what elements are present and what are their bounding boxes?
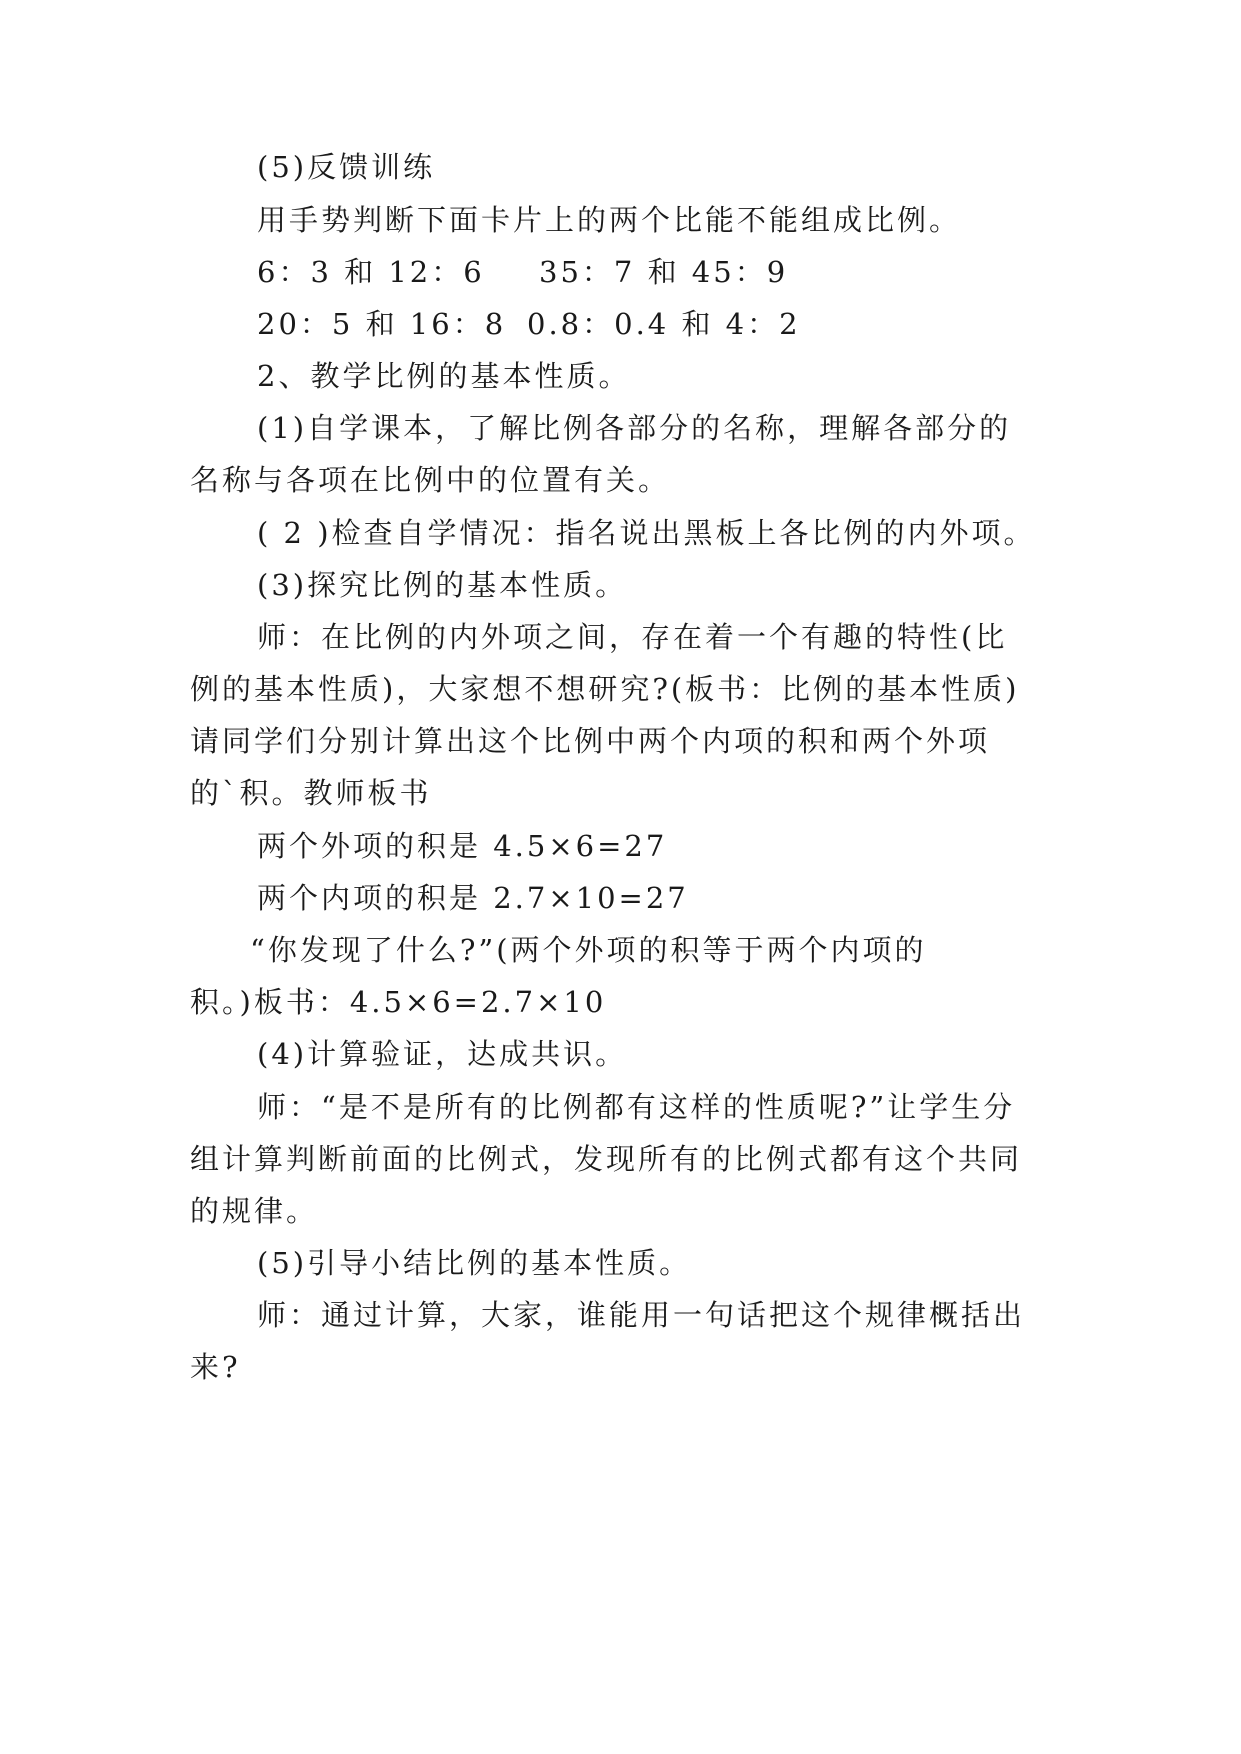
paragraph-self-study-cont: 名称与各项在比例中的位置有关。 <box>190 463 671 497</box>
paragraph-teacher-3: 师：通过计算，大家，谁能用一句话把这个规律概括出 <box>257 1298 1026 1332</box>
paragraph-summary: (5)引导小结比例的基本性质。 <box>257 1246 692 1280</box>
paragraph-teacher-1-cont-3: 的`积。教师板书 <box>190 776 432 810</box>
paragraph-teacher-2-cont-1: 组计算判断前面的比例式，发现所有的比例式都有这个共同 <box>190 1142 1023 1176</box>
paragraph-discovery: “你发现了什么?”(两个外项的积等于两个内项的 <box>250 933 927 967</box>
paragraph-verify: (4)计算验证，达成共识。 <box>257 1037 628 1071</box>
paragraph-check: ( 2 )检查自学情况：指名说出黑板上各比例的内外项。 <box>257 516 1036 550</box>
paragraph-self-study: (1)自学课本，了解比例各部分的名称，理解各部分的 <box>257 411 1012 445</box>
section-heading-2: 2、教学比例的基本性质。 <box>257 359 631 393</box>
paragraph-feedback-heading: (5)反馈训练 <box>257 150 436 184</box>
ratio-card-1: 6：3 和 12：6 <box>257 255 485 289</box>
ratio-card-3: 20：5 和 16：8 <box>257 307 507 341</box>
paragraph-teacher-1: 师：在比例的内外项之间，存在着一个有趣的特性(比 <box>257 620 1008 654</box>
formula-inner-product: 两个内项的积是 2.7×10=27 <box>257 881 689 915</box>
paragraph-teacher-2-cont-2: 的规律。 <box>190 1194 319 1228</box>
paragraph-discovery-cont: 积。)板书：4.5×6=2.7×10 <box>190 985 607 1019</box>
ratio-card-row-2 <box>257 304 801 344</box>
paragraph-explore: (3)探究比例的基本性质。 <box>257 568 628 602</box>
paragraph-gesture-instruction: 用手势判断下面卡片上的两个比能不能组成比例。 <box>257 203 962 237</box>
paragraph-teacher-3-cont: 来? <box>190 1350 241 1384</box>
formula-outer-product: 两个外项的积是 4.5×6=27 <box>257 829 668 863</box>
paragraph-teacher-1-cont-1: 例的基本性质)，大家想不想研究?(板书：比例的基本性质) <box>190 672 1020 706</box>
ratio-card-row-1 <box>257 252 789 292</box>
paragraph-teacher-2: 师：“是不是所有的比例都有这样的性质呢?”让学生分 <box>257 1090 1016 1124</box>
ratio-card-2: 35：7 和 45：9 <box>539 255 789 289</box>
ratio-card-4: 0.8：0.4 和 4：2 <box>527 307 801 341</box>
paragraph-teacher-1-cont-2: 请同学们分别计算出这个比例中两个内项的积和两个外项 <box>190 724 991 758</box>
